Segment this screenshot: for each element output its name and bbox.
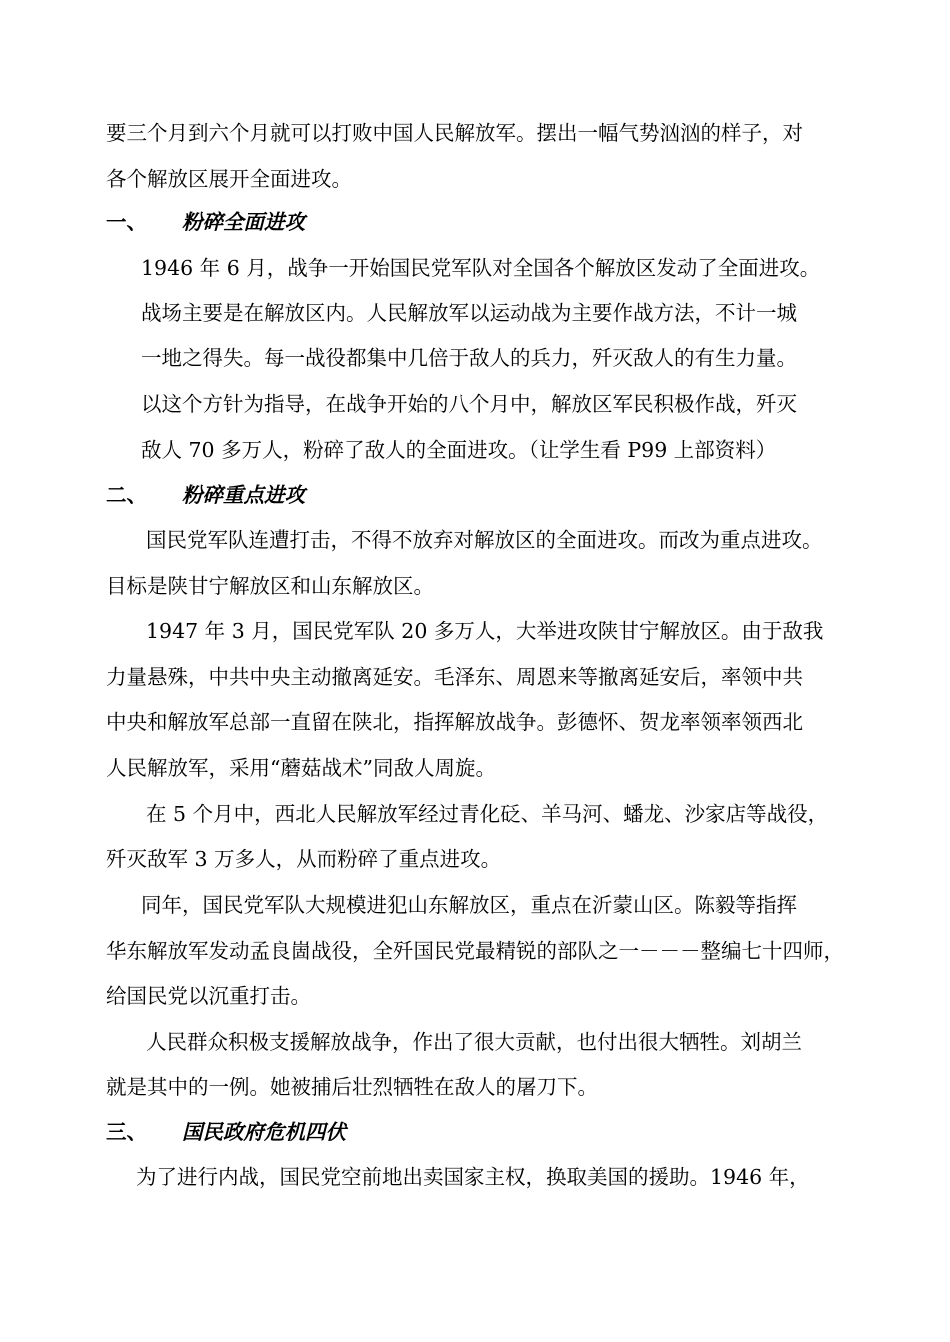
paragraph-line: 1947 年 3 月，国民党军队 20 多万人，大举进攻陕甘宁解放区。由于敌我 — [146, 619, 824, 643]
section-number: 一、 — [106, 210, 147, 234]
paragraph-line: 就是其中的一例。她被捕后壮烈牺牲在敌人的屠刀下。 — [106, 1075, 598, 1099]
paragraph-line: 华东解放军发动孟良崮战役，全歼国民党最精锐的部队之一－－－整编七十四师， — [106, 939, 844, 963]
paragraph-line: 战场主要是在解放区内。人民解放军以运动战为主要作战方法，不计一城 — [141, 301, 797, 325]
paragraph-line: 歼灭敌军 3 万多人，从而粉碎了重点进攻。 — [106, 847, 502, 871]
paragraph-line: 目标是陕甘宁解放区和山东解放区。 — [106, 574, 434, 598]
paragraph-line: 人民群众积极支援解放战争，作出了很大贡献，也付出很大牺牲。刘胡兰 — [146, 1030, 802, 1054]
paragraph-line: 1946 年 6 月，战争一开始国民党军队对全国各个解放区发动了全面进攻。 — [141, 256, 821, 280]
paragraph-line: 一地之得失。每一战役都集中几倍于敌人的兵力，歼灭敌人的有生力量。 — [141, 346, 797, 370]
paragraph-line: 中央和解放军总部一直留在陕北，指挥解放战争。彭德怀、贺龙率领率领西北 — [106, 710, 803, 734]
paragraph-line: 国民党军队连遭打击，不得不放弃对解放区的全面进攻。而改为重点进攻。 — [146, 528, 823, 552]
intro-line: 要三个月到六个月就可以打败中国人民解放军。摆出一幅气势汹汹的样子，对 — [106, 121, 803, 145]
paragraph-line: 敌人 70 多万人，粉碎了敌人的全面进攻。（让学生看 P99 上部资料） — [141, 438, 777, 462]
section-heading-2 — [106, 481, 305, 509]
paragraph-line: 人民解放军，采用“蘑菇战术”同敌人周旋。 — [106, 756, 496, 780]
paragraph-line: 力量悬殊，中共中央主动撤离延安。毛泽东、周恩来等撤离延安后，率领中共 — [106, 665, 803, 689]
paragraph-line: 以这个方针为指导，在战争开始的八个月中，解放区军民积极作战，歼灭 — [141, 392, 797, 416]
paragraph-line: 为了进行内战，国民党空前地出卖国家主权，换取美国的援助。1946 年， — [136, 1165, 810, 1189]
section-heading-3 — [106, 1118, 346, 1146]
paragraph-line: 同年，国民党军队大规模进犯山东解放区，重点在沂蒙山区。陈毅等指挥 — [141, 893, 797, 917]
section-title: 国民政府危机四伏 — [182, 1120, 346, 1144]
section-number: 二、 — [106, 483, 147, 507]
intro-line: 各个解放区展开全面进攻。 — [106, 167, 352, 191]
section-heading-1 — [106, 208, 305, 236]
section-number: 三、 — [106, 1120, 147, 1144]
section-title: 粉碎重点进攻 — [182, 483, 305, 507]
section-title: 粉碎全面进攻 — [182, 210, 305, 234]
paragraph-line: 在 5 个月中，西北人民解放军经过青化砭、羊马河、蟠龙、沙家店等战役， — [146, 802, 829, 826]
paragraph-line: 给国民党以沉重打击。 — [106, 984, 311, 1008]
